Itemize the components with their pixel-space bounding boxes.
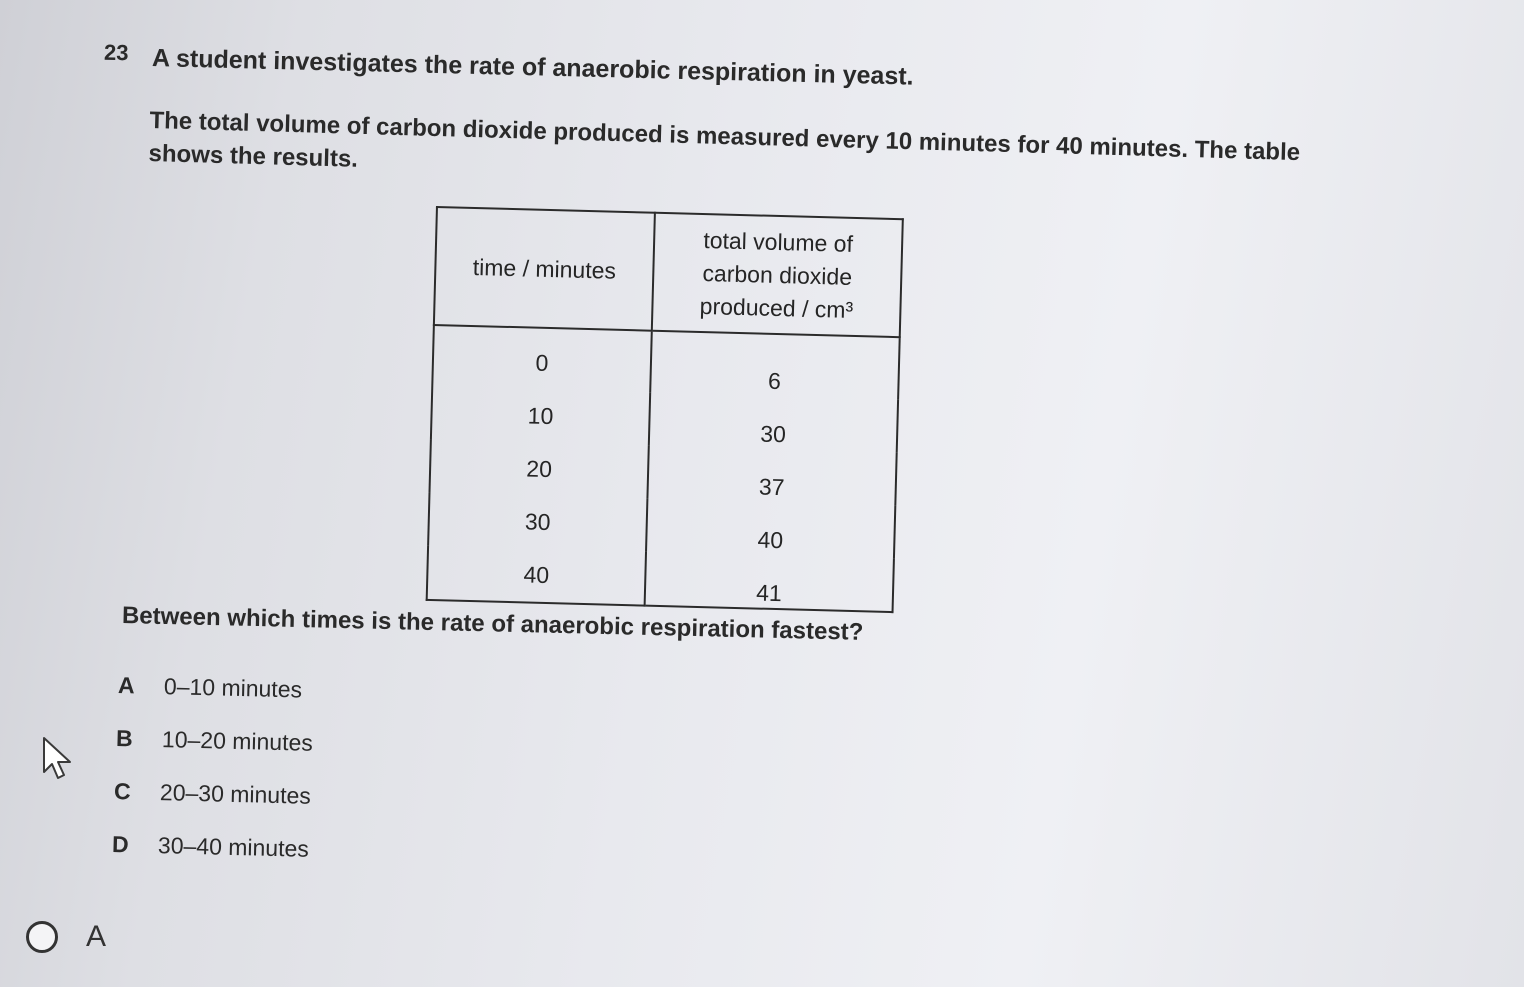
- table-cell-volume: 37: [647, 458, 896, 517]
- option-text: 10–20 minutes: [161, 726, 314, 756]
- answer-choice-a[interactable]: [26, 920, 106, 954]
- option-d: [112, 831, 309, 863]
- table-cell-time: 40: [427, 546, 646, 606]
- question-prompt: Between which times is the rate of anaerobic respiration fastest?: [121, 602, 864, 646]
- table-cell-time: 20: [429, 440, 648, 499]
- mouse-pointer-icon: [40, 736, 74, 780]
- question-stem-line2: The total volume of carbon dioxide produced is measured every 10 minutes for 40 minutes. The table shows the results.: [148, 106, 1301, 173]
- table-cell-volume: 30: [648, 405, 897, 464]
- option-a: [118, 672, 303, 703]
- option-letter: B: [115, 725, 133, 752]
- table-header-time: time / minutes: [434, 207, 655, 331]
- question-stem-line1: A student investigates the rate of anaerobic respiration in yeast.: [151, 44, 914, 91]
- table-header-row: [434, 207, 903, 337]
- option-text: 20–30 minutes: [159, 779, 312, 809]
- table-cell-time: 30: [428, 493, 647, 552]
- answer-choice-label[interactable]: A: [86, 920, 107, 953]
- option-c: [114, 778, 311, 810]
- option-letter: A: [117, 672, 135, 699]
- table-cell-volume: 41: [644, 564, 893, 624]
- option-text: 0–10 minutes: [163, 673, 303, 703]
- results-table: [426, 206, 904, 613]
- table-cell-volume: 6: [650, 343, 900, 411]
- table-cell-time: 10: [431, 387, 650, 446]
- results-table-container: [426, 206, 904, 613]
- table-cell-volume: 40: [646, 511, 895, 570]
- option-letter: C: [113, 778, 131, 805]
- option-text: 30–40 minutes: [157, 832, 310, 862]
- option-b: [116, 725, 313, 757]
- option-letter: D: [111, 831, 129, 858]
- table-cell-time: 0: [432, 325, 652, 393]
- table-header-volume: total volume of carbon dioxide produced / cm³: [652, 213, 903, 337]
- radio-circle-icon[interactable]: [26, 921, 58, 953]
- question-number: 23: [103, 39, 129, 66]
